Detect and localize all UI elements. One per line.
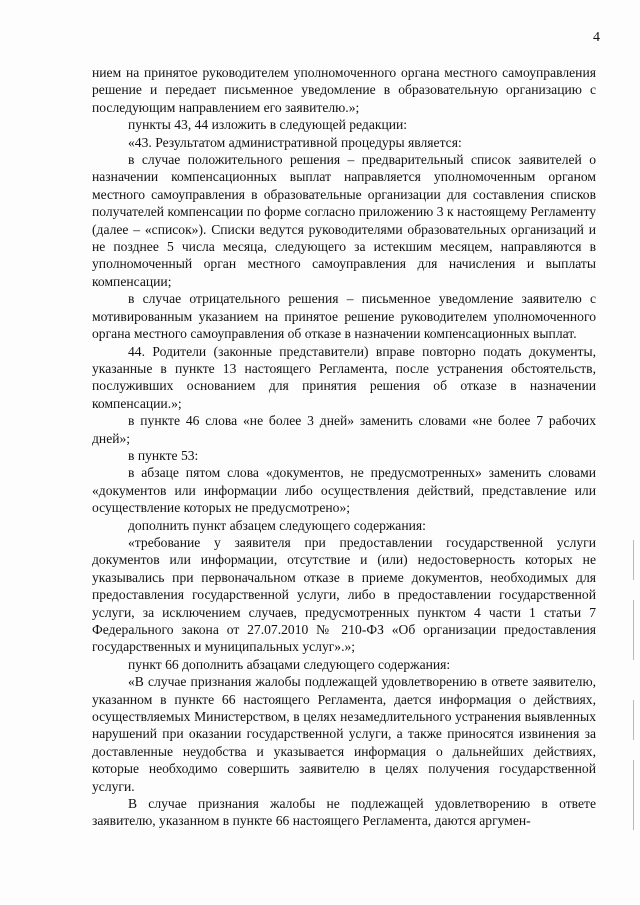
paragraph: 44. Родители (законные представители) вправе повторно подать документы, указанные в пункте 13 настоящего Регламента, после устранения обстоятельств, послуживших основанием для принятия решения об отказе в назначении компенсации.»;: [92, 343, 596, 411]
scan-edge-mark: [633, 600, 634, 660]
page-number: 4: [593, 30, 600, 45]
paragraph: дополнить пункт абзацем следующего содержания:: [128, 517, 426, 533]
paragraph: в случае отрицательного решения – письменное уведомление заявителю с мотивированным указанием на принятое решение руководителем уполномоченного органа местного самоуправления об отказе в назначении компенсационных выплат.: [92, 291, 596, 342]
scan-edge-mark: [633, 700, 634, 740]
paragraph: в случае положительного решения – предварительный список заявителей о назначении компенсационных выплат направляется уполномоченным органом местного самоуправления в образовательные организации для составления списков получателей компенсации по форме согласно приложению 3 к настоящему Регламенту (далее – «список»). Списки ведутся руководителями образовательных организаций и не позднее 5 числа месяца, следующего за истекшим месяцем, направляются в уполномоченный орган местного самоуправления для начисления и выплаты компенсации;: [92, 152, 596, 289]
scan-edge-mark: [633, 760, 634, 830]
paragraph: «43. Результатом административной процедуры является:: [128, 134, 462, 150]
paragraph: «требование у заявителя при предоставлении государственной услуги документов или информации, отсутствие и (или) недостоверность которых не указывались при первоначальном отказе в приеме документов, необходимых для предоставления государственной услуги, либо в предоставлении государственной услуги, за исключением случаев, предусмотренных пунктом 4 части 1 статьи 7 Федерального закона от 27.07.2010 № 210-ФЗ «Об организации предоставления государственных и муниципальных услуг».»;: [92, 534, 596, 655]
paragraph: в абзаце пятом слова «документов, не предусмотренных» заменить словами «документов или информации либо осуществления действий, представление или осуществление которых не предусмотрено»;: [92, 465, 596, 516]
paragraph: В случае признания жалобы не подлежащей удовлетворению в ответе заявителю, указанном в пункте 66 настоящего Регламента, даются аргумен-: [92, 796, 596, 829]
paragraph: в пункте 53:: [128, 447, 199, 463]
paragraph: «В случае признания жалобы подлежащей удовлетворению в ответе заявителю, указанном в пункте 66 настоящего Регламента, дается информация о действиях, осуществляемых Министерством, в целях незамедлительного устранения выявленных нарушений при оказании государственной услуги, а также приносятся извинения за доставленные неудобства и указывается информация о дальнейших действиях, которые необходимо совершить заявителю в целях получения государственной услуги.: [92, 674, 596, 794]
paragraph: в пункте 46 слова «не более 3 дней» заменить словами «не более 7 рабочих дней»;: [92, 413, 596, 446]
document-body: [92, 64, 596, 830]
paragraph: нием на принятое руководителем уполномоченного органа местного самоуправления решение и передает письменное уведомление в образовательную организацию с последующим направлением его заявителю.»;: [92, 65, 596, 115]
paragraph: пункт 66 дополнить абзацами следующего содержания:: [128, 656, 451, 672]
paragraph: пункты 43, 44 изложить в следующей редакции:: [128, 117, 408, 133]
scan-edge-mark: [633, 540, 634, 580]
